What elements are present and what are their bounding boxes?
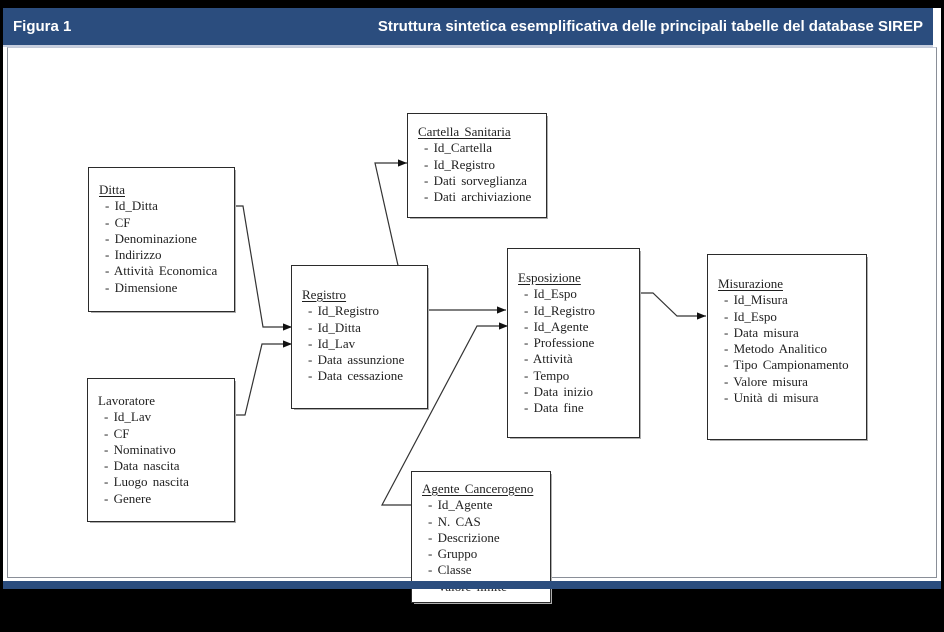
figure-label: Figura 1 — [13, 18, 72, 35]
table-title-ditta: Ditta — [99, 182, 125, 197]
table-field: - Denominazione — [89, 231, 234, 247]
table-field: - Id_Agente — [412, 497, 550, 513]
table-field: - Tipo Campionamento — [708, 357, 866, 373]
table-field: - Luogo nascita — [88, 474, 234, 490]
table-field: - Id_Agente — [508, 319, 639, 335]
table-field: - Data nascita — [88, 458, 234, 474]
table-registro — [291, 265, 428, 409]
table-field: - Descrizione — [412, 530, 550, 546]
table-field: - Id_Registro — [292, 303, 427, 319]
table-field: - Data inizio — [508, 384, 639, 400]
bottom-accent-bar — [3, 581, 941, 589]
table-field: - Id_Misura — [708, 292, 866, 308]
table-field: - Data assunzione — [292, 352, 427, 368]
table-field: - Indirizzo — [89, 247, 234, 263]
table-field: - CF — [89, 215, 234, 231]
table-field: - Id_Cartella — [408, 140, 546, 156]
table-field: - Id_Lav — [88, 409, 234, 425]
table-field: - Id_Espo — [708, 309, 866, 325]
table-field: - Dati archiviazione — [408, 189, 546, 205]
table-title-esposizione: Esposizione — [518, 270, 581, 285]
table-field: - Data misura — [708, 325, 866, 341]
table-title-cartella-sanitaria: Cartella Sanitaria — [418, 124, 511, 139]
table-field: - Nominativo — [88, 442, 234, 458]
tables-layer — [5, 40, 944, 632]
table-field: - Attività — [508, 351, 639, 367]
diagram-canvas — [7, 47, 937, 578]
table-field: - Id_Registro — [508, 303, 639, 319]
table-field: - Valore misura — [708, 374, 866, 390]
table-ditta — [88, 167, 235, 312]
table-field: - Id_Ditta — [292, 320, 427, 336]
table-field: - Id_Ditta — [89, 198, 234, 214]
table-lavoratore — [87, 378, 235, 522]
figure-frame — [3, 8, 941, 589]
table-field: - Genere — [88, 491, 234, 507]
table-field: - Data cessazione — [292, 368, 427, 384]
table-title-agente-cancerogeno: Agente Cancerogeno — [422, 481, 534, 496]
table-field: - Gruppo — [412, 546, 550, 562]
table-field: - Id_Espo — [508, 286, 639, 302]
table-field: - Dati sorveglianza — [408, 173, 546, 189]
table-misurazione — [707, 254, 867, 440]
table-title-lavoratore: Lavoratore — [98, 393, 156, 408]
table-field: - Metodo Analitico — [708, 341, 866, 357]
table-title-registro: Registro — [302, 287, 347, 302]
table-field: - Classe — [412, 562, 550, 578]
table-field: - CF — [88, 426, 234, 442]
table-field: - Attività Economica — [89, 263, 234, 279]
table-field: - Professione — [508, 335, 639, 351]
table-title-misurazione: Misurazione — [718, 276, 783, 291]
table-esposizione — [507, 248, 640, 438]
table-field: - N. CAS — [412, 514, 550, 530]
table-field: - Id_Lav — [292, 336, 427, 352]
table-field: - Tempo — [508, 368, 639, 384]
table-cartella-sanitaria — [407, 113, 547, 218]
table-field: - Id_Registro — [408, 157, 546, 173]
table-field: - Dimensione — [89, 280, 234, 296]
table-field: - Data fine — [508, 400, 639, 416]
figure-title: Struttura sintetica esemplificativa delle principali tabelle del database SIREP — [377, 18, 923, 35]
table-field: - Unità di misura — [708, 390, 866, 406]
